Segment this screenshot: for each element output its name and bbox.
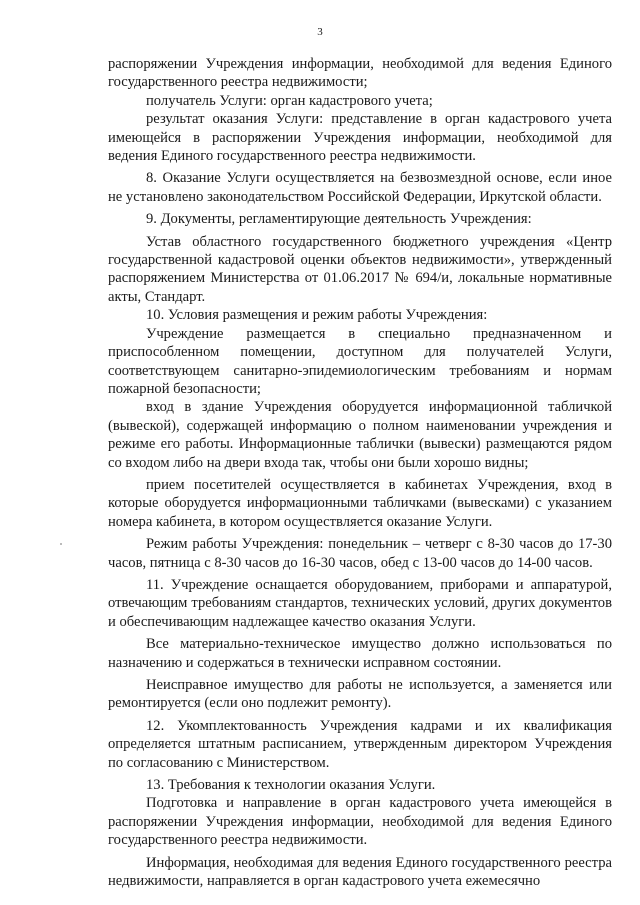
paragraph-recipient: получатель Услуги: орган кадастрового учета;	[146, 92, 433, 109]
paragraph-item-12: 12. Укомплектованность Учреждения кадрами и их квалификация определяется штатным расписанием, утвержденным директором Учреждения по согласованию с Министерством.	[108, 717, 612, 771]
scan-speck	[60, 543, 62, 545]
paragraph-schedule: Режим работы Учреждения: понедельник – четверг с 8-30 часов до 17-30 часов, пятница с 8-30 часов до 16-30 часов, обед с 13-00 часов до 14-00 часов.	[108, 536, 612, 571]
paragraph-property: Все материально-техническое имущество должно использоваться по назначению и содержаться в технически исправном состоянии.	[108, 636, 612, 671]
paragraph-entrance: вход в здание Учреждения оборудуется информационной табличкой (вывеской), содержащей информацию о полном наименовании учреждения и режиме его работы. Информационные таблички (вывески) размещаются рядом со входом либо на двери входа так, чтобы они были хорошо видны;	[108, 399, 612, 471]
paragraph-premises: Учреждение размещается в специально предназначенном и приспособленном помещении, доступном для получателей Услуги, соответствующем санитарно-эпидемиологическим требованиям и нормам пожарной безопасности;	[108, 325, 612, 397]
paragraph-item-11: 11. Учреждение оснащается оборудованием, приборами и аппаратурой, отвечающим требованиям стандартов, технических условий, других документов и обеспечивающим надлежащее качество оказания Услуги.	[108, 576, 612, 630]
paragraph-preparation: Подготовка и направление в орган кадастрового учета имеющейся в распоряжении Учреждения информации, необходимой для ведения Единого государственного реестра недвижимости.	[108, 795, 612, 849]
paragraph-faulty-property: Неисправное имущество для работы не используется, а заменяется или ремонтируется (если оно подлежит ремонту).	[108, 677, 612, 712]
paragraph-continuation: распоряжении Учреждения информации, необходимой для ведения Единого государственного реестра недвижимости;	[108, 56, 612, 91]
paragraph-result: результат оказания Услуги: представление в орган кадастрового учета имеющейся в распоряжении Учреждения информации, необходимой для ведения Единого государственного реестра недвижимости.	[108, 111, 612, 165]
paragraph-item-9: 9. Документы, регламентирующие деятельность Учреждения:	[146, 211, 532, 228]
document-body	[108, 55, 612, 890]
paragraph-reception: прием посетителей осуществляется в кабинетах Учреждения, вход в которые оборудуется информационными табличками (вывесками) с указанием номера кабинета, в котором осуществляется оказание Услуги.	[108, 476, 612, 530]
paragraph-item-13: 13. Требования к технологии оказания Услуги.	[146, 777, 436, 794]
page-number: 3	[317, 26, 323, 38]
paragraph-item-10: 10. Условия размещения и режим работы Учреждения:	[146, 307, 488, 324]
paragraph-charter: Устав областного государственного бюджетного учреждения «Центр государственной кадастровой оценки объектов недвижимости», утвержденный распоряжением Министерства от 01.06.2017 № 694/и, локальные нормативные акты, Стандарт.	[108, 233, 612, 305]
paragraph-item-8: 8. Оказание Услуги осуществляется на безвозмездной основе, если иное не установлено законодательством Российской Федерации, Иркутской области.	[108, 170, 612, 205]
paragraph-monthly: Информация, необходимая для ведения Единого государственного реестра недвижимости, направляется в орган кадастрового учета ежемесячно	[108, 854, 612, 890]
